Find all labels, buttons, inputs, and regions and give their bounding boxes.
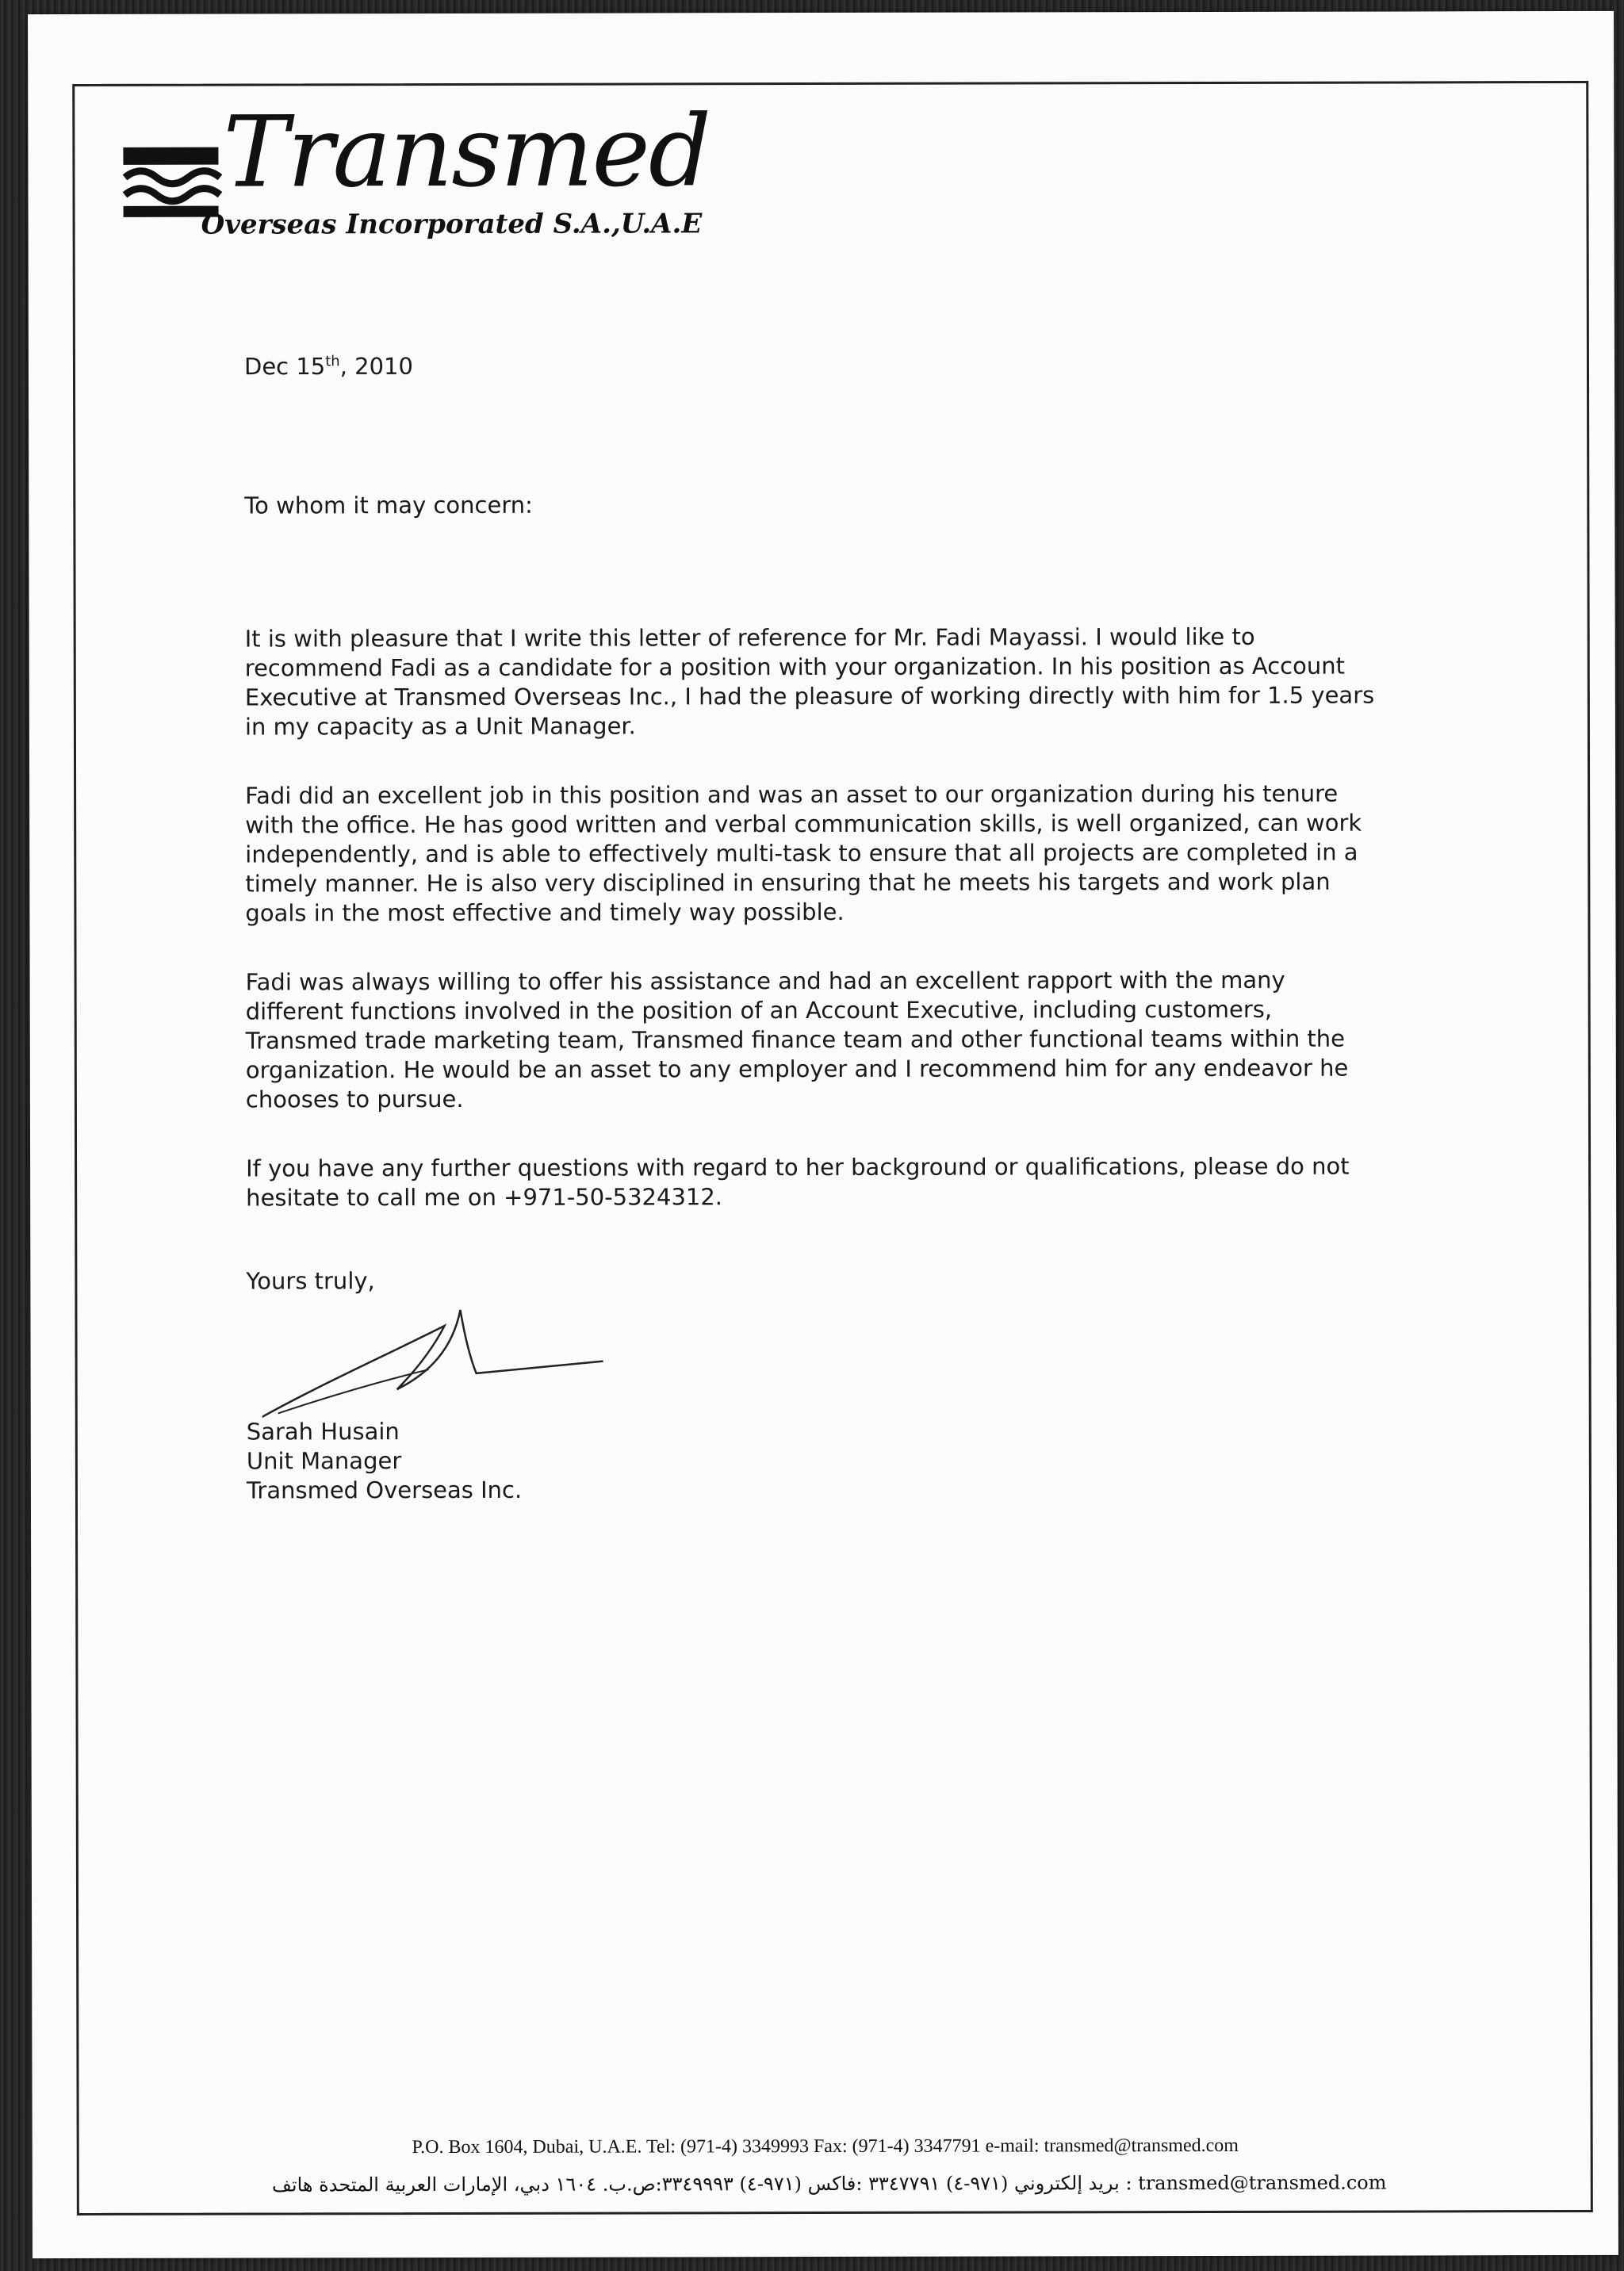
date-suffix: th [325,353,340,370]
letter-body [245,622,1388,1253]
company-name: Transmed [223,94,710,210]
paragraph-2: Fadi did an excellent job in this position and was an asset to our organization during his tenure with the office. He has good written and verbal communication skills, is well organized, can work independently, and is able to effectively multi-task to ensure that all projects are completed in a timely manner. He is also very disciplined in ensuring that he meets his targets and work plan goals in the most effective and timely way possible. [245,779,1362,927]
paragraph-1: It is with pleasure that I write this letter of reference for Mr. Fadi Mayassi. I would like to recommend Fadi as a candidate for a position with your organization. In his position as Account Executive at Transmed Overseas Inc., I had the pleasure of working directly with him for 1.5 years in my capacity as a Unit Manager. [244,622,1375,741]
letter-date [244,347,413,381]
company-logo [121,92,710,252]
footer-arabic: transmed@transmed.com : بريد إلكتروني (٩٧١-٤) ٣٣٤٧٧٩١ :فاكس (٩٧١-٤) ٣٣٤٩٩٩٣:ص.ب. ١٦٠٤ دبي، الإمارات العربية المتحدة هاتف [272,2171,1387,2196]
paragraph-4: If you have any further questions with regard to her background or qualifications, please do not hesitate to call me on +971-50-5324312. [246,1152,1350,1212]
signature-block [247,1417,522,1506]
closing: Yours truly, [246,1267,375,1295]
salutation: To whom it may concern: [244,491,533,519]
paragraph-3: Fadi was always willing to offer his assistance and had an excellent rapport with the many different functions involved in the position of an Account Executive, including customers, Transmed trade marketing team, Transmed finance team and other functional teams within the organization. He would be an asset to any employer and I recommend him for any endeavor he chooses to pursue. [245,966,1349,1113]
company-subtitle: Overseas Incorporated S.A.,U.A.E [201,208,703,241]
letter-page [28,11,1618,2258]
handwritten-signature [262,1294,611,1438]
footer-english: P.O. Box 1604, Dubai, U.A.E. Tel: (971-4) 3349993 Fax: (971-4) 3347791 e-mail: transmed@transmed.com [412,2135,1239,2158]
date-day: Dec 15 [243,352,326,381]
signatory-name: Sarah Husain [246,1418,400,1446]
date-year: , 2010 [339,352,413,380]
signatory-title: Unit Manager [246,1447,402,1475]
signatory-company: Transmed Overseas Inc. [246,1476,523,1504]
